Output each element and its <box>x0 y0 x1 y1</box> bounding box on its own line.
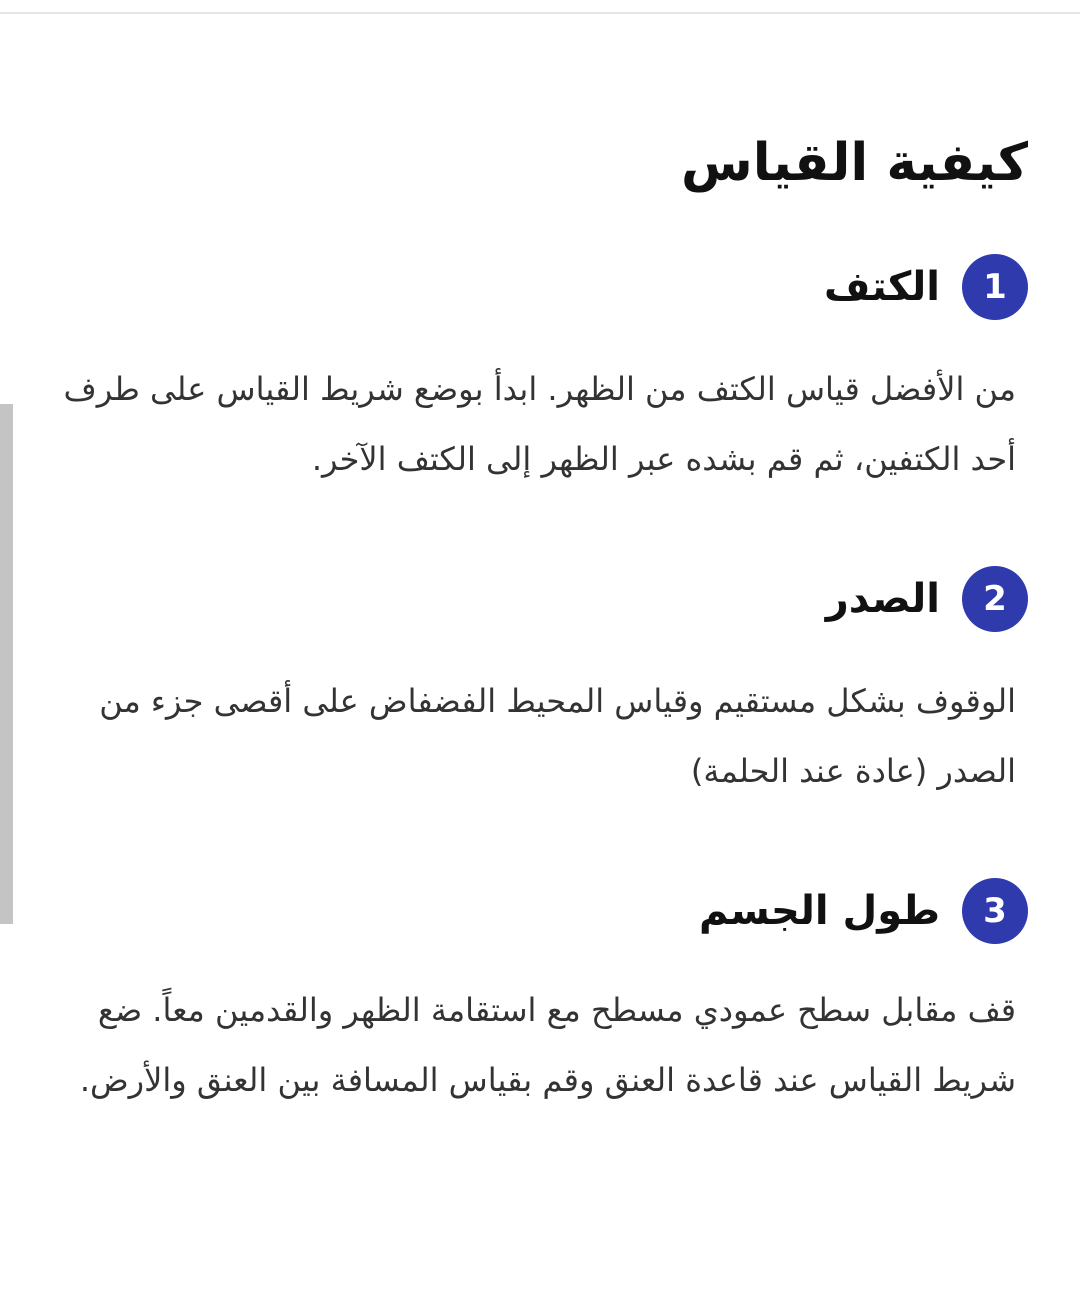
page-title: كيفية القياس <box>680 133 1028 193</box>
step-3-description: قف مقابل سطح عمودي مسطح مع استقامة الظهر والقدمين معاً. ضع شريط القياس عند قاعدة العنق وقم بقياس المسافة بين العنق والأرض. <box>79 991 1016 1099</box>
step-1-header <box>824 254 1028 320</box>
step-3-title: طول الجسم <box>698 888 940 934</box>
step-3-number-badge: 3 <box>962 878 1028 944</box>
step-1-title: الكتف <box>824 264 940 310</box>
step-1-number-badge: 1 <box>962 254 1028 320</box>
step-2-title: الصدر <box>825 576 940 622</box>
step-1-description: من الأفضل قياس الكتف من الظهر. ابدأ بوضع شريط القياس على طرف أحد الكتفين، ثم قم بشده عبر الظهر إلى الكتف الآخر. <box>63 370 1016 478</box>
step-2-number-badge: 2 <box>962 566 1028 632</box>
step-3-header <box>699 878 1028 944</box>
step-2-description: الوقوف بشكل مستقيم وقياس المحيط الفضفاض على أقصى جزء من الصدر (عادة عند الحلمة) <box>99 682 1016 790</box>
step-2-header <box>826 566 1028 632</box>
